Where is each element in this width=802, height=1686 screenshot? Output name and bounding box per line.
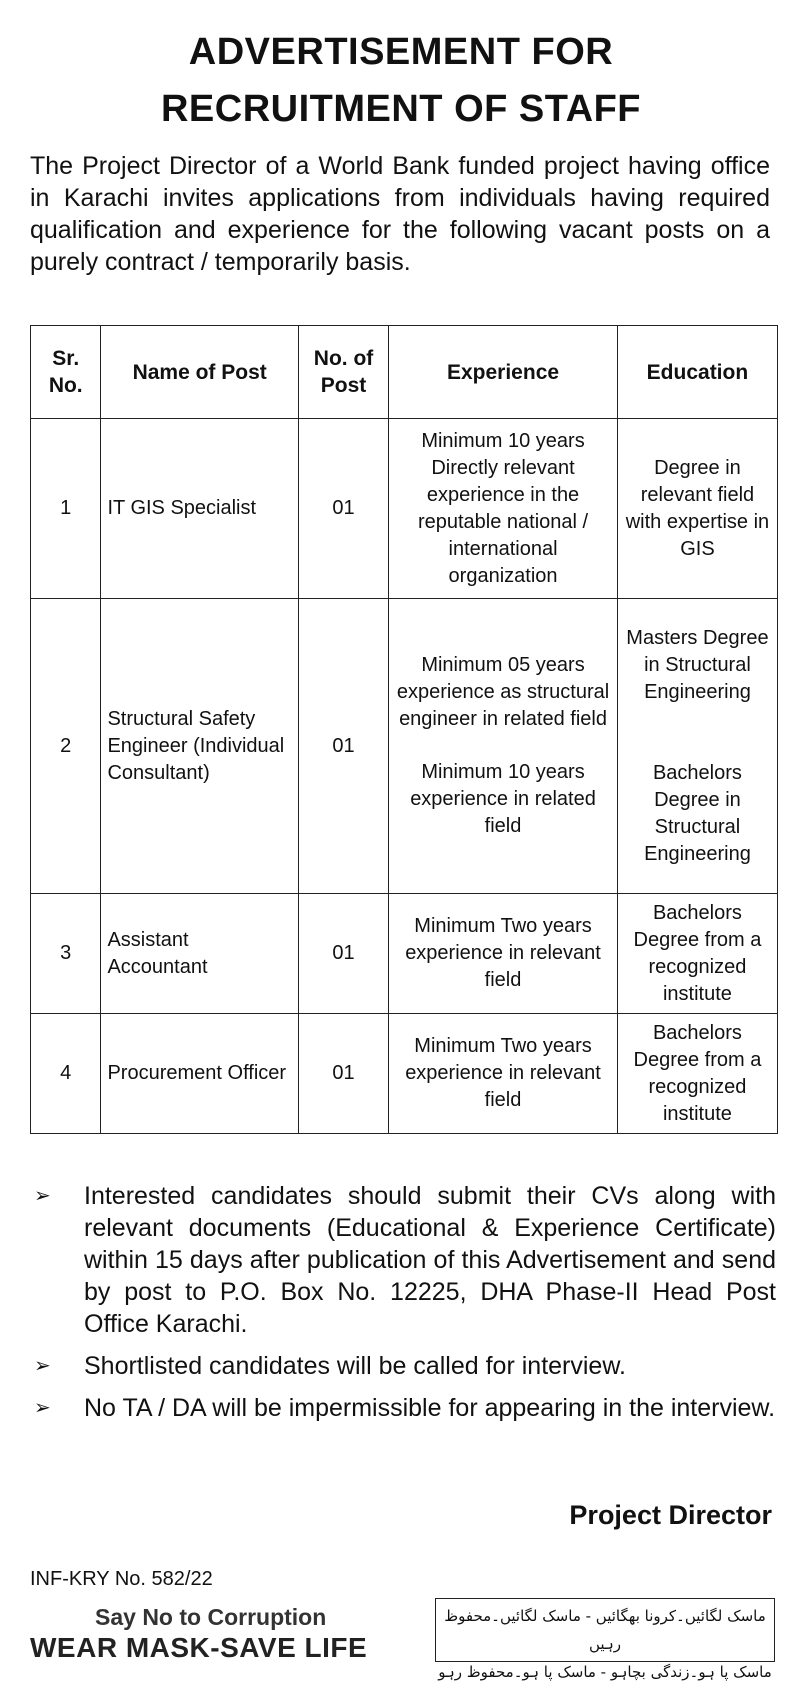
- header-experience: Experience: [389, 326, 618, 419]
- list-item: [30, 1180, 776, 1340]
- table-row: [31, 1014, 778, 1134]
- instruction-text: No TA / DA will be impermissible for appearing in the interview.: [84, 1394, 776, 1422]
- row-post-name: Procurement Officer: [101, 1014, 298, 1134]
- title-line-1: ADVERTISEMENT FOR: [188, 31, 614, 73]
- instruction-text: Shortlisted candidates will be called for interview.: [84, 1352, 626, 1380]
- slogan-corruption: Say No to Corruption: [95, 1604, 327, 1630]
- urdu-mask-slogan-box: [435, 1598, 775, 1681]
- row-sr: 4: [31, 1014, 101, 1134]
- header-education: Education: [617, 326, 777, 419]
- education-option-b: Bachelors Degree in Structural Engineering: [644, 761, 751, 865]
- row-education: Bachelors Degree from a recognized institute: [617, 894, 777, 1014]
- row-post-count: 01: [298, 599, 388, 894]
- arrow-bullet-icon: ➢: [34, 1185, 51, 1207]
- row-post-count: 01: [298, 419, 388, 599]
- row-post-count: 01: [298, 1014, 388, 1134]
- urdu-slogan-line-1: ماسک لگائیں۔کرونا بھگائیں - ماسک لگائیں۔محفوظ رہیں: [444, 1607, 766, 1653]
- reference-number: INF-KRY No. 582/22: [30, 1568, 213, 1590]
- table-header-row: [31, 326, 778, 419]
- arrow-bullet-icon: ➢: [34, 1355, 51, 1377]
- list-item: [30, 1392, 776, 1424]
- instructions-list: [30, 1180, 776, 1434]
- signature-project-director: Project Director: [569, 1500, 772, 1530]
- urdu-slogan-line-2: ماسک پا ہو۔زندگی بچاہو - ماسک پا ہو۔محفوظ رہو: [438, 1663, 772, 1681]
- list-item: [30, 1350, 776, 1382]
- row-experience-cell: [389, 599, 618, 894]
- header-no-of-post: No. of Post: [298, 326, 388, 419]
- row-sr: 2: [31, 599, 101, 894]
- row-post-name: Assistant Accountant: [101, 894, 298, 1014]
- title-line-2: RECRUITMENT OF STAFF: [160, 88, 642, 130]
- row-sr: 3: [31, 894, 101, 1014]
- slogan-wear-mask: WEAR MASK-SAVE LIFE: [30, 1632, 368, 1663]
- row-education: Degree in relevant field with expertise in GIS: [617, 419, 777, 599]
- table-row: [31, 419, 778, 599]
- row-sr: 1: [31, 419, 101, 599]
- row-experience: Minimum Two years experience in relevant field: [389, 894, 618, 1014]
- row-experience: Minimum 10 years Directly relevant experience in the reputable national / international organization: [389, 419, 618, 599]
- education-option-a: Masters Degree in Structural Engineering: [626, 626, 769, 703]
- experience-option-a: Minimum 05 years experience as structural engineer in related field: [396, 654, 610, 730]
- table-row: [31, 599, 778, 894]
- row-post-name: Structural Safety Engineer (Individual Consultant): [101, 599, 298, 894]
- intro-paragraph: The Project Director of a World Bank funded project having office in Karachi invites applications from individuals having required qualification and experience for the following vacant posts on a purely contract / temporarily basis.: [30, 152, 770, 276]
- row-experience: Minimum Two years experience in relevant field: [389, 1014, 618, 1134]
- row-post-count: 01: [298, 894, 388, 1014]
- arrow-bullet-icon: ➢: [34, 1397, 51, 1419]
- posts-table: [30, 325, 778, 1134]
- row-education: Bachelors Degree from a recognized institute: [617, 1014, 777, 1134]
- experience-option-b: Minimum 10 years experience in related field: [410, 761, 596, 837]
- row-education-cell: [617, 599, 777, 894]
- instruction-text: Interested candidates should submit their CVs along with relevant documents (Educational & Experience Certificate) within 15 days after publication of this Advertisement and send by post to P.O. Box No. 12225, DHA Phase-II Head Post Office Karachi.: [84, 1182, 776, 1338]
- table-row: [31, 894, 778, 1014]
- header-sr-no: Sr. No.: [31, 326, 101, 419]
- row-post-name: IT GIS Specialist: [101, 419, 298, 599]
- header-name-of-post: Name of Post: [101, 326, 298, 419]
